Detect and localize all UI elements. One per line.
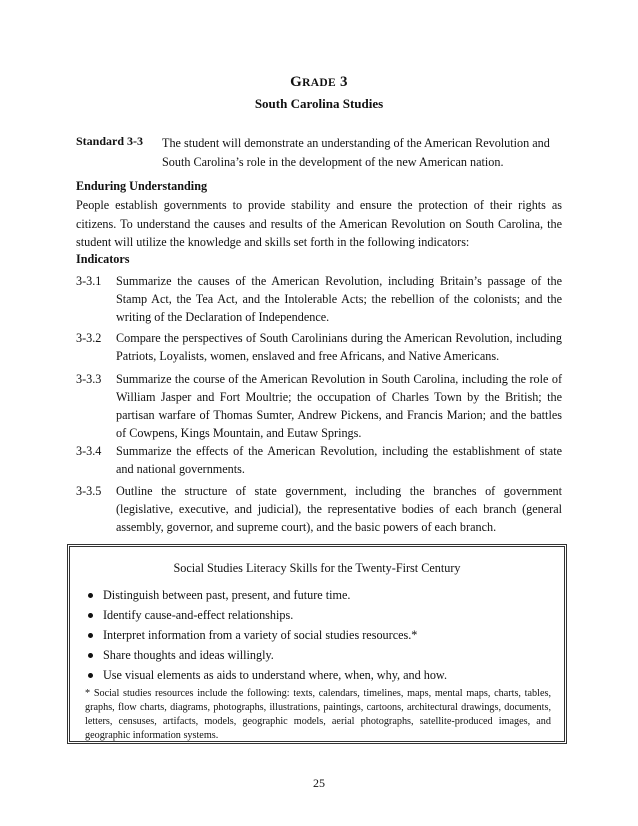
page-title [0,74,638,91]
literacy-box-title: Social Studies Literacy Skills for the Twenty-First Century [173,561,461,575]
indicator-number: 3-3.5 [76,484,102,498]
list-item [84,607,554,627]
indicator-text: Summarize the course of the American Revolution in South Carolina, including the role of William Jasper and Fort Moultrie; the occupation of Charles Town by the British; the partisan warfare of Thomas Sumter, Andrew Pickens, and Francis Marion; and the battles of Cowpens, Kings Mountain, and Eutaw Springs. [116,372,562,440]
indicator-number: 3-3.3 [76,372,102,386]
indicator-item [76,442,562,478]
indicator-number: 3-3.1 [76,274,102,288]
indicator-item [76,370,562,442]
list-item-text: Interpret information from a variety of social studies resources.* [103,628,418,642]
standard-text: The student will demonstrate an understanding of the American Revolution and South Carolina’s role in the development of the new American nation. [162,136,550,169]
page-subtitle: South Carolina Studies [254,96,384,111]
indicator-text: Summarize the causes of the American Revolution, including Britain’s passage of the Stamp Act, the Tea Act, and the Intolerable Acts; the rebellion of the colonists; and the writing of the Declaration of Independence. [116,274,562,324]
list-item [84,667,554,687]
indicator-text: Summarize the effects of the American Revolution, including the establishment of state and national governments. [116,444,562,476]
bullet-icon [88,673,93,678]
indicator-text: Compare the perspectives of South Carolinians during the American Revolution, including Patriots, Loyalists, women, enslaved and free Africans, and Native Americans. [116,331,562,363]
bullet-icon [88,593,93,598]
title-initial: G [290,74,303,90]
resources-footnote: * Social studies resources include the following: texts, calendars, timelines, maps, mental maps, charts, tables, graphs, flow charts, diagrams, photographs, illustrations, paintings, cartoons, architectural drawings, documents, letters, censuses, artifacts, models, geographic models, aerial photographs, satellite-produced images, and geographic information systems. [85,688,551,741]
indicator-number: 3-3.4 [76,444,102,458]
list-item-text: Identify cause-and-effect relationships. [103,608,294,622]
indicator-item [76,329,562,365]
page-number: 25 [313,776,325,790]
literacy-skills-box [67,544,567,744]
indicator-item [76,272,562,326]
literacy-skills-list [84,587,554,687]
list-item-text: Use visual elements as aids to understand where, when, why, and how. [103,668,447,682]
indicator-text: Outline the structure of state government, including the branches of government (legislative, executive, and judicial), the representative bodies of each branch (general assembly, governor, and supreme court), and the basic powers of each branch. [116,484,562,534]
indicator-item [76,482,562,536]
bullet-icon [88,613,93,618]
list-item [84,627,554,647]
list-item-text: Distinguish between past, present, and future time. [103,588,351,602]
enduring-understanding-text: People establish governments to provide stability and ensure the protection of their rights as citizens. To understand the causes and results of the American Revolution on South Carolina, the student will utilize the knowledge and skills set forth in the following indicators: [76,198,562,249]
list-item [84,587,554,607]
standard-label: Standard 3-3 [76,134,144,148]
bullet-icon [88,653,93,658]
bullet-icon [88,633,93,638]
list-item-text: Share thoughts and ideas willingly. [103,648,274,662]
list-item [84,647,554,667]
indicators-heading: Indicators [76,252,130,266]
title-rest: RADE [302,77,336,89]
title-number: 3 [340,74,348,90]
indicator-number: 3-3.2 [76,331,102,345]
enduring-understanding-heading: Enduring Understanding [76,179,208,193]
